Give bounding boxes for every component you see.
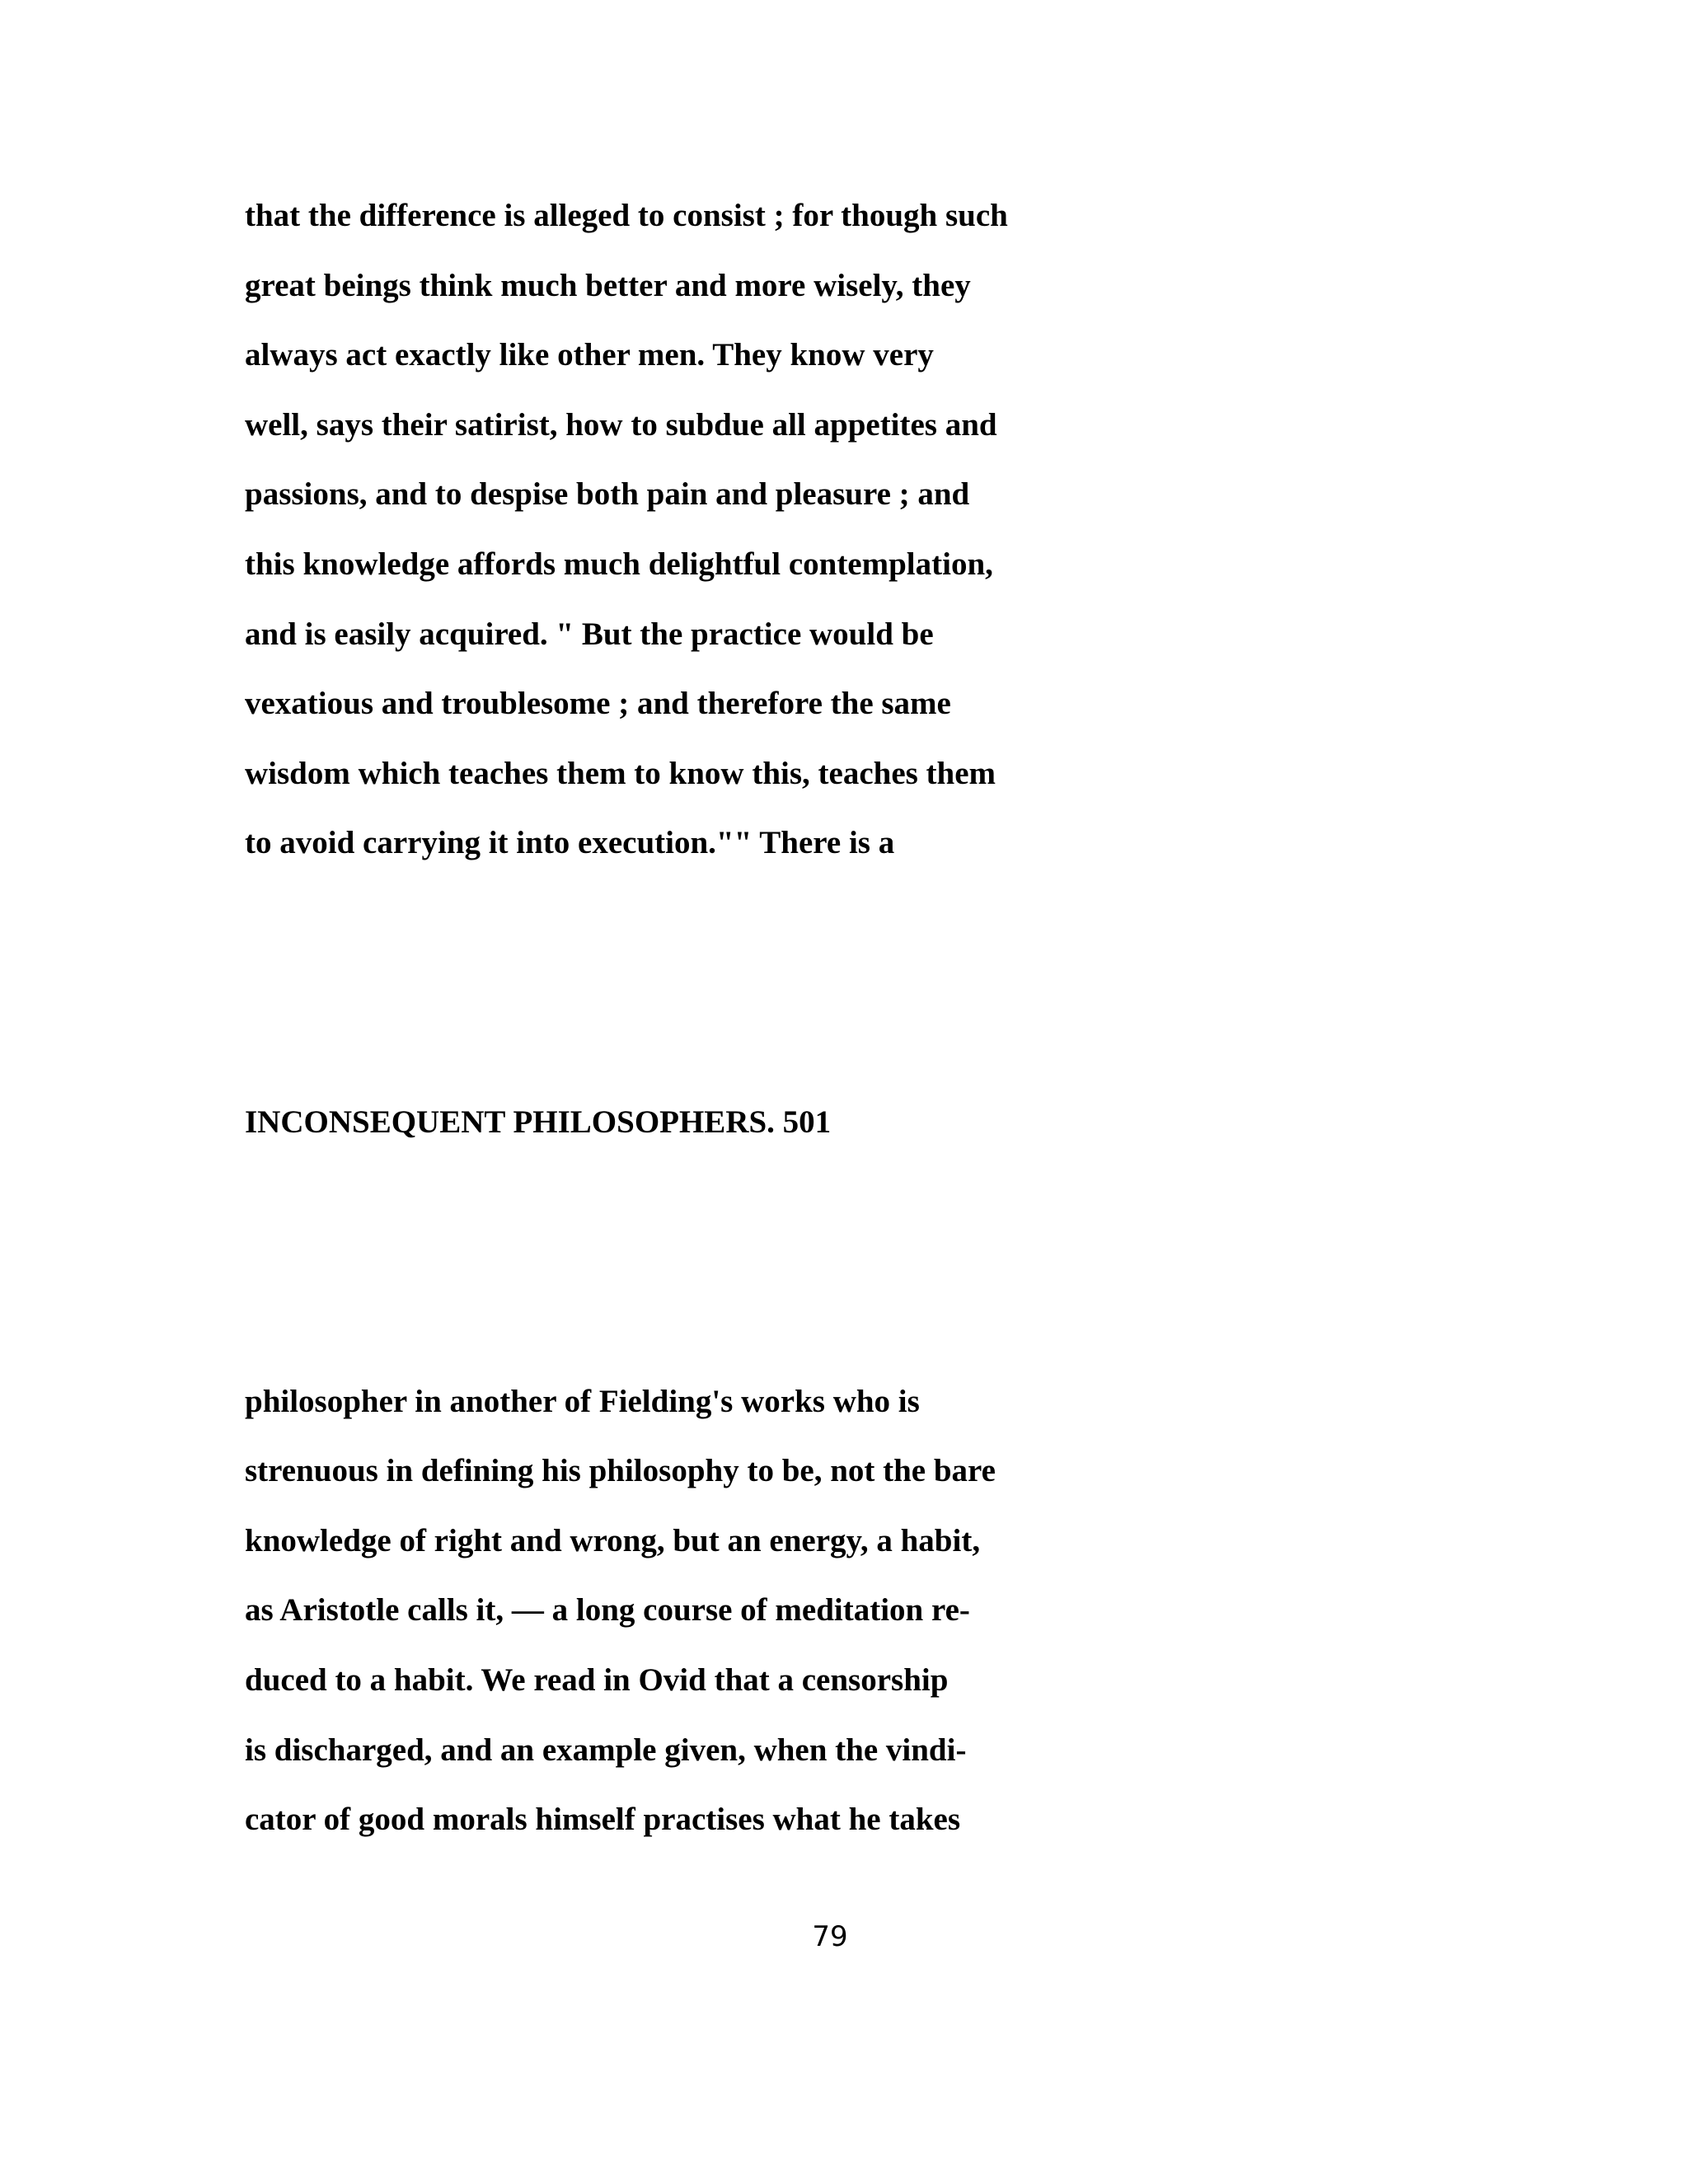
running-head: INCONSEQUENT PHILOSOPHERS. 501 (245, 1104, 832, 1140)
text-line: passions, and to despise both pain and pleasure ; and (245, 476, 970, 512)
text-line: vexatious and troublesome ; and therefore the same (245, 686, 951, 721)
text-line: well, says their satirist, how to subdue all appetites and (245, 407, 997, 443)
text-line: and is easily acquired. " But the practice would be (245, 616, 934, 652)
text-line: knowledge of right and wrong, but an energy, a habit, (245, 1523, 981, 1558)
page-number: 79 (812, 1920, 848, 1953)
text-line: great beings think much better and more wisely, they (245, 268, 971, 303)
text-line: this knowledge affords much delightful contemplation, (245, 546, 993, 582)
text-line: duced to a habit. We read in Ovid that a censorship (245, 1662, 949, 1698)
text-line: strenuous in defining his philosophy to be, not the bare (245, 1453, 996, 1488)
text-line: to avoid carrying it into execution."" There is a (245, 825, 895, 860)
text-line: philosopher in another of Fielding's works who is (245, 1384, 920, 1419)
text-line: is discharged, and an example given, when the vindi- (245, 1732, 967, 1768)
text-line: always act exactly like other men. They know very (245, 337, 934, 373)
text-line: as Aristotle calls it, — a long course of meditation re- (245, 1592, 970, 1628)
text-line: that the difference is alleged to consist ; for though such (245, 198, 1008, 233)
text-line: wisdom which teaches them to know this, teaches them (245, 756, 996, 791)
text-line: cator of good morals himself practises what he takes (245, 1802, 961, 1837)
